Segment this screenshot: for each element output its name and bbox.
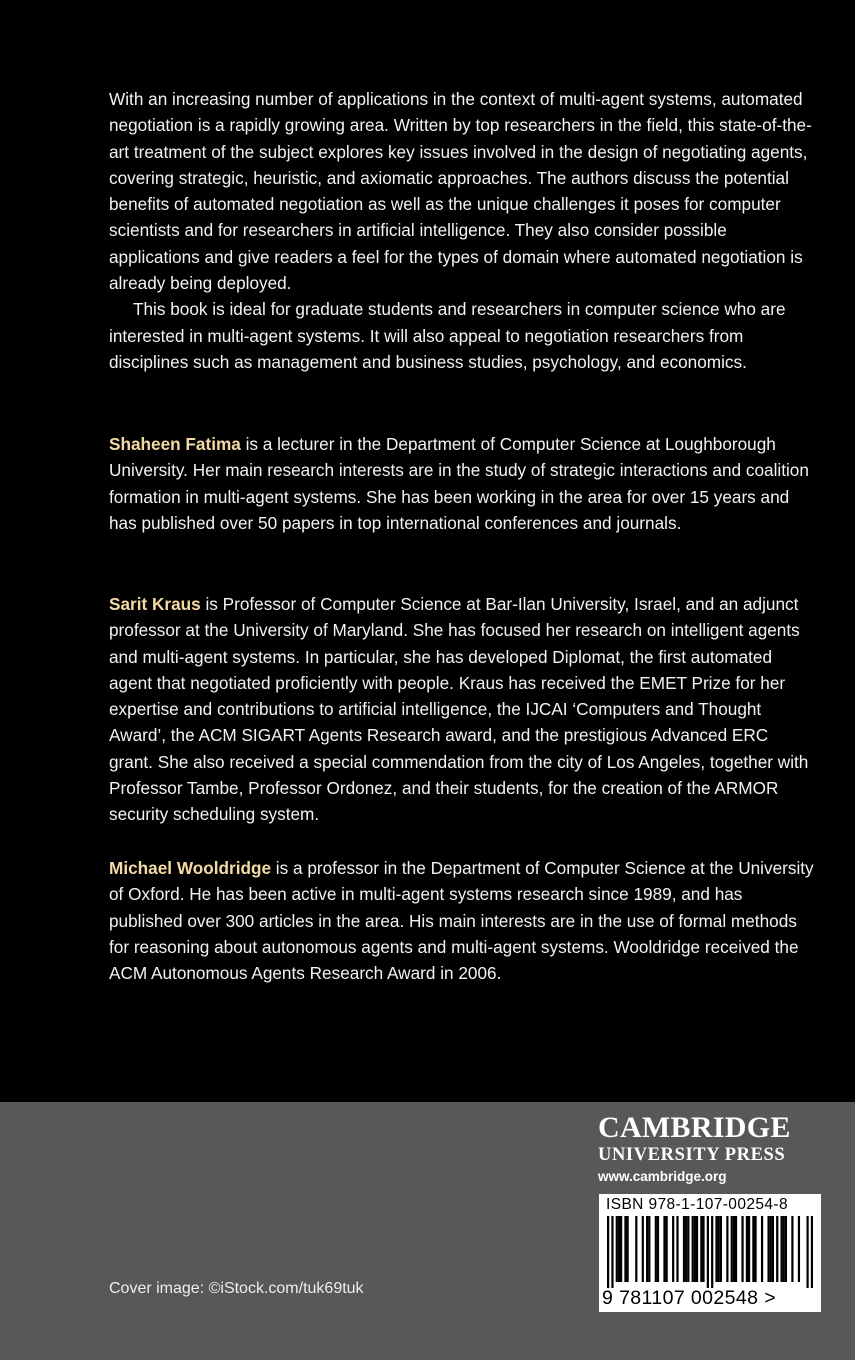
barcode-bar (726, 1216, 728, 1282)
barcode-bar (720, 1216, 722, 1282)
barcode-bar (702, 1216, 704, 1282)
barcode-bar (655, 1216, 657, 1282)
author-bio-text: is Professor of Computer Science at Bar-Ilan University, Israel, and an adjunct professor at the University of Maryland. She has focused her research on intelligent agents and multi-agent systems. In particular, she has developed Diplomat, the first automated agent that negotiated proficiently with people. Kraus has received the EMET Prize for her expertise and contributions to artificial intelligence, the IJCAI ‘Computers and Thought Award’, the ACM SIGART Agents Research award, and the prestigious Advanced ERC grant. She also received a special commendation from the city of Los Angeles, together with Professor Tambe, Professor Ordonez, and their students, for the creation of the ARMOR security scheduling system. (109, 594, 809, 825)
book-description (109, 86, 819, 375)
barcode-bar (783, 1216, 785, 1282)
barcode-bar (770, 1216, 772, 1282)
barcode-bar (692, 1216, 694, 1282)
author-name: Sarit Kraus (109, 594, 201, 614)
barcode-bar (707, 1216, 709, 1288)
barcode-bar (696, 1216, 698, 1282)
barcode-bar (672, 1216, 674, 1282)
barcode-bar (785, 1216, 787, 1282)
barcode-bar (642, 1216, 644, 1282)
isbn-barcode (599, 1194, 821, 1312)
barcode-bar (715, 1216, 717, 1282)
author-bio-text: is a professor in the Department of Computer Science at the University of Oxford. He has been active in multi-agent systems research since 1989, and has published over 300 articles in the area. His main interests are in the use of formal methods for reasoning about autonomous agents and multi-agent systems. Wooldridge received the ACM Autonomous Agents Research Award in 2006. (109, 858, 814, 984)
barcode-bar (694, 1216, 696, 1282)
barcode-bar (748, 1216, 750, 1282)
barcode-bar (616, 1216, 618, 1282)
description-paragraph-2: This book is ideal for graduate students and researchers in computer science who are interested in multi-agent systems. It will also appeal to negotiation researchers from disciplines such as management and business studies, psychology, and economics. (109, 299, 786, 372)
barcode-bar (683, 1216, 685, 1282)
publisher-logo (598, 1112, 822, 1186)
barcode-bar (624, 1216, 626, 1282)
barcode-bar (741, 1216, 743, 1282)
barcode-bar (607, 1216, 609, 1288)
barcode-bar (648, 1216, 650, 1282)
isbn-number: ISBN 978-1-107-00254-8 (606, 1196, 788, 1213)
author-bio-kraus (109, 591, 814, 828)
barcode-bar (754, 1216, 756, 1282)
barcode-bar (666, 1216, 668, 1282)
barcode-bar (746, 1216, 748, 1282)
publisher-name: CAMBRIDGE (598, 1111, 791, 1144)
barcode-bar (718, 1216, 720, 1282)
barcode-bar (663, 1216, 665, 1282)
barcode-bar (676, 1216, 678, 1282)
barcode-bar (776, 1216, 778, 1282)
ean-digits: 9 781107 002548 > (602, 1287, 776, 1309)
barcode-bar (761, 1216, 763, 1282)
author-bio-fatima (109, 431, 814, 536)
barcode-bar (657, 1216, 659, 1282)
barcode-bar (733, 1216, 735, 1282)
publisher-subtitle: UNIVERSITY PRESS (598, 1145, 786, 1165)
cover-image-credit: Cover image: ©iStock.com/tuk69tuk (109, 1280, 364, 1297)
barcode-bar (685, 1216, 687, 1282)
barcode-bar (731, 1216, 733, 1282)
barcode-bar (798, 1216, 800, 1282)
barcode-bar (611, 1216, 613, 1288)
publisher-url: www.cambridge.org (598, 1169, 727, 1184)
barcode-bar (806, 1216, 808, 1288)
barcode-bar (811, 1216, 813, 1288)
barcode-bars (607, 1216, 813, 1288)
barcode-bar (687, 1216, 689, 1282)
barcode-bar (620, 1216, 622, 1282)
barcode-bar (627, 1216, 629, 1282)
barcode-bar (791, 1216, 793, 1282)
barcode-bar (772, 1216, 774, 1282)
barcode-bar (618, 1216, 620, 1282)
barcode-bar (780, 1216, 782, 1282)
barcode-bar (700, 1216, 702, 1282)
author-name: Shaheen Fatima (109, 434, 241, 454)
barcode-bar (635, 1216, 637, 1282)
author-bio-text: is a lecturer in the Department of Computer Science at Loughborough University. Her main research interests are in the study of strategic interactions and coalition formation in multi-agent systems. She has been working in the area for over 15 years and has published over 50 papers in top international conferences and journals. (109, 434, 809, 533)
barcode-bar (735, 1216, 737, 1282)
author-name: Michael Wooldridge (109, 858, 272, 878)
author-bio-wooldridge (109, 855, 814, 986)
description-paragraph-1: With an increasing number of applications in the context of multi-agent systems, automated negotiation is a rapidly growing area. Written by top researchers in the field, this state-of-the-art treatment of the subject explores key issues involved in the design of negotiating agents, covering strategic, heuristic, and axiomatic approaches. The authors discuss the potential benefits of automated negotiation as well as the unique challenges it poses for computer scientists and for researchers in artificial intelligence. They also consider possible applications and give readers a feel for the types of domain where automated negotiation is already being deployed. (109, 89, 812, 294)
barcode-bar (767, 1216, 769, 1282)
barcode-bar (646, 1216, 648, 1282)
barcode-bar (752, 1216, 754, 1282)
barcode-bar (711, 1216, 713, 1288)
